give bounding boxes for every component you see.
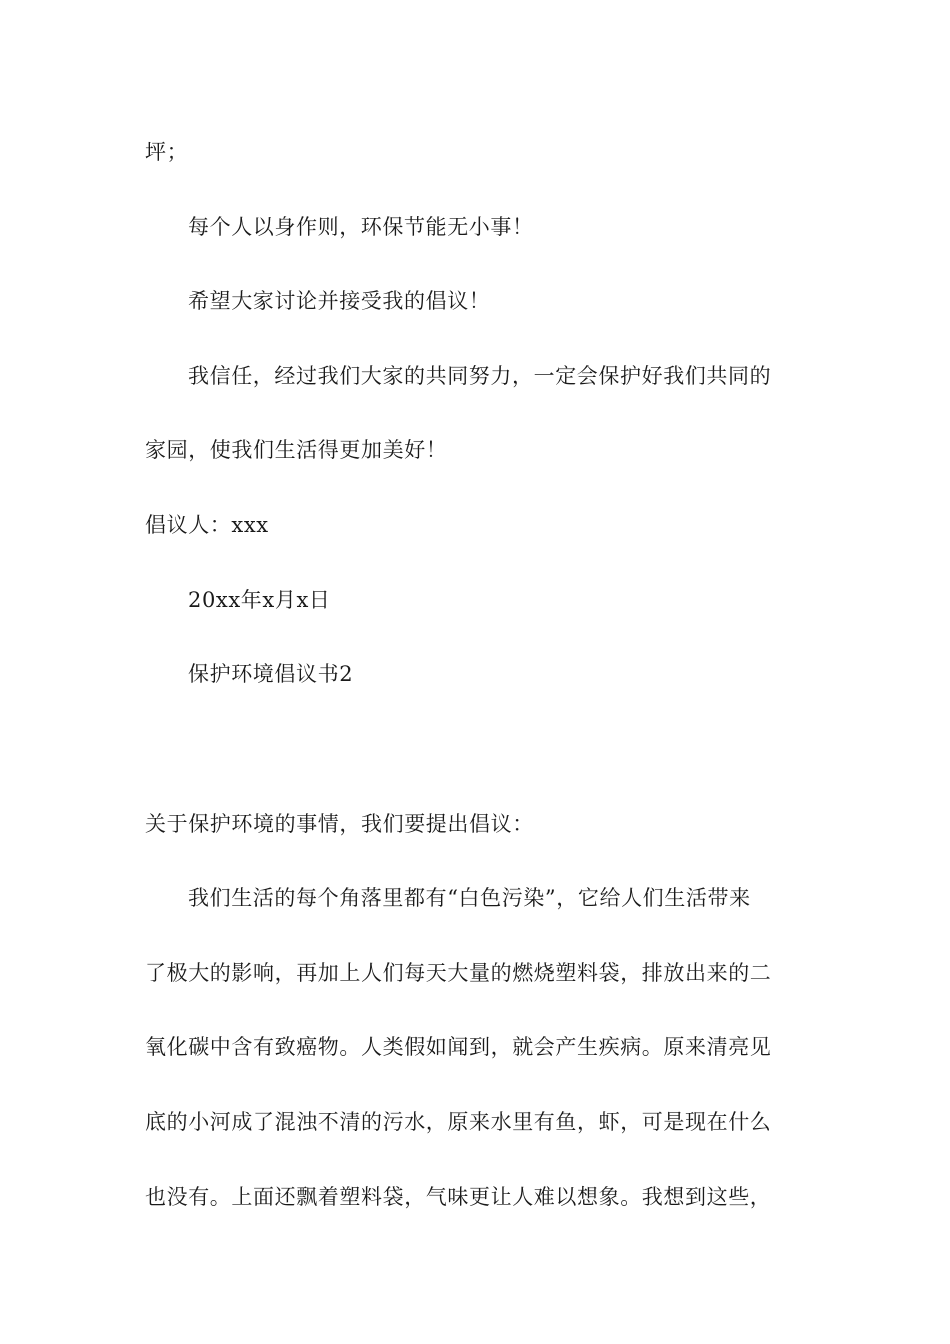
text-line-hope: 希望大家讨论并接受我的倡议！ bbox=[188, 289, 491, 313]
paragraph-line-2: 了极大的影响，再加上人们每天大量的燃烧塑料袋，排放出来的二 bbox=[145, 961, 772, 985]
section-title: 保护环境倡议书2 bbox=[188, 662, 354, 686]
text-line-belief-end: 家园，使我们生活得更加美好！ bbox=[145, 438, 448, 462]
paragraph-line-5: 也没有。上面还飘着塑料袋，气味更让人难以想象。我想到这些， bbox=[145, 1185, 772, 1209]
date-line: 20xx年x月x日 bbox=[188, 588, 331, 612]
signatory-line: 倡议人：xxx bbox=[145, 513, 269, 537]
text-line-belief-start: 我信任，经过我们大家的共同努力，一定会保护好我们共同的 bbox=[188, 364, 772, 388]
paragraph-line-3: 氧化碳中含有致癌物。人类假如闻到，就会产生疾病。原来清亮见 bbox=[145, 1035, 772, 1059]
text-line-slogan: 每个人以身作则，环保节能无小事！ bbox=[188, 215, 534, 239]
paragraph-line-4: 底的小河成了混浊不清的污水，原来水里有鱼，虾，可是现在什么 bbox=[145, 1110, 772, 1134]
paragraph-line-1: 我们生活的每个角落里都有“白色污染”，它给人们生活带来 bbox=[188, 886, 751, 910]
intro-line: 关于保护环境的事情，我们要提出倡议： bbox=[145, 812, 534, 836]
text-line-continuation: 坪； bbox=[145, 140, 189, 164]
